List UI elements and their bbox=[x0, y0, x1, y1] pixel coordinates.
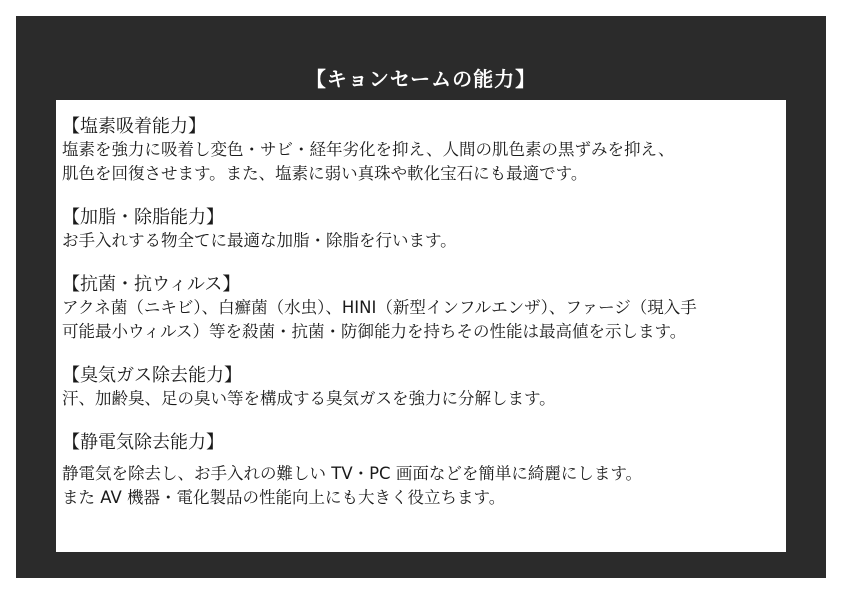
section-text-line: アクネ菌（ニキビ）、白癬菌（水虫）、HINI（新型インフルエンザ）、ファージ（現入手 bbox=[62, 298, 697, 317]
section-text-line: 汗、加齢臭、足の臭い等を構成する臭気ガスを強力に分解します。 bbox=[62, 389, 556, 408]
content-panel bbox=[56, 100, 786, 552]
section-odor-removal bbox=[62, 365, 784, 411]
section-title: 【塩素吸着能力】 bbox=[62, 116, 206, 137]
section-text-line: 肌色を回復させます。また、塩素に弱い真珠や軟化宝石にも最適です。 bbox=[62, 164, 588, 183]
section-text-line: 静電気を除去し、お手入れの難しい TV・PC 画面などを簡単に綺麗にします。 bbox=[62, 464, 643, 483]
section-title: 【臭気ガス除去能力】 bbox=[62, 365, 242, 386]
section-antibacterial-antiviral bbox=[62, 274, 784, 344]
page-title: 【キョンセームの能力】 bbox=[305, 67, 537, 91]
section-title: 【抗菌・抗ウィルス】 bbox=[62, 274, 241, 295]
section-title: 【静電気除去能力】 bbox=[62, 432, 224, 453]
section-text-line: お手入れする物全てに最適な加脂・除脂を行います。 bbox=[62, 231, 457, 250]
section-chlorine-adsorption bbox=[62, 116, 784, 186]
section-text-line: 可能最小ウィルス）等を殺菌・抗菌・防御能力を持ちその性能は最高値を示します。 bbox=[62, 322, 687, 341]
section-text-line: 塩素を強力に吸着し変色・サビ・経年劣化を抑え、人間の肌色素の黒ずみを抑え、 bbox=[62, 140, 675, 159]
section-oiling-degreasing bbox=[62, 207, 784, 253]
dark-frame bbox=[16, 16, 826, 578]
section-text-line: また AV 機器・電化製品の性能向上にも大きく役立ちます。 bbox=[62, 488, 506, 507]
section-title: 【加脂・除脂能力】 bbox=[62, 207, 224, 228]
section-static-removal bbox=[62, 432, 784, 510]
